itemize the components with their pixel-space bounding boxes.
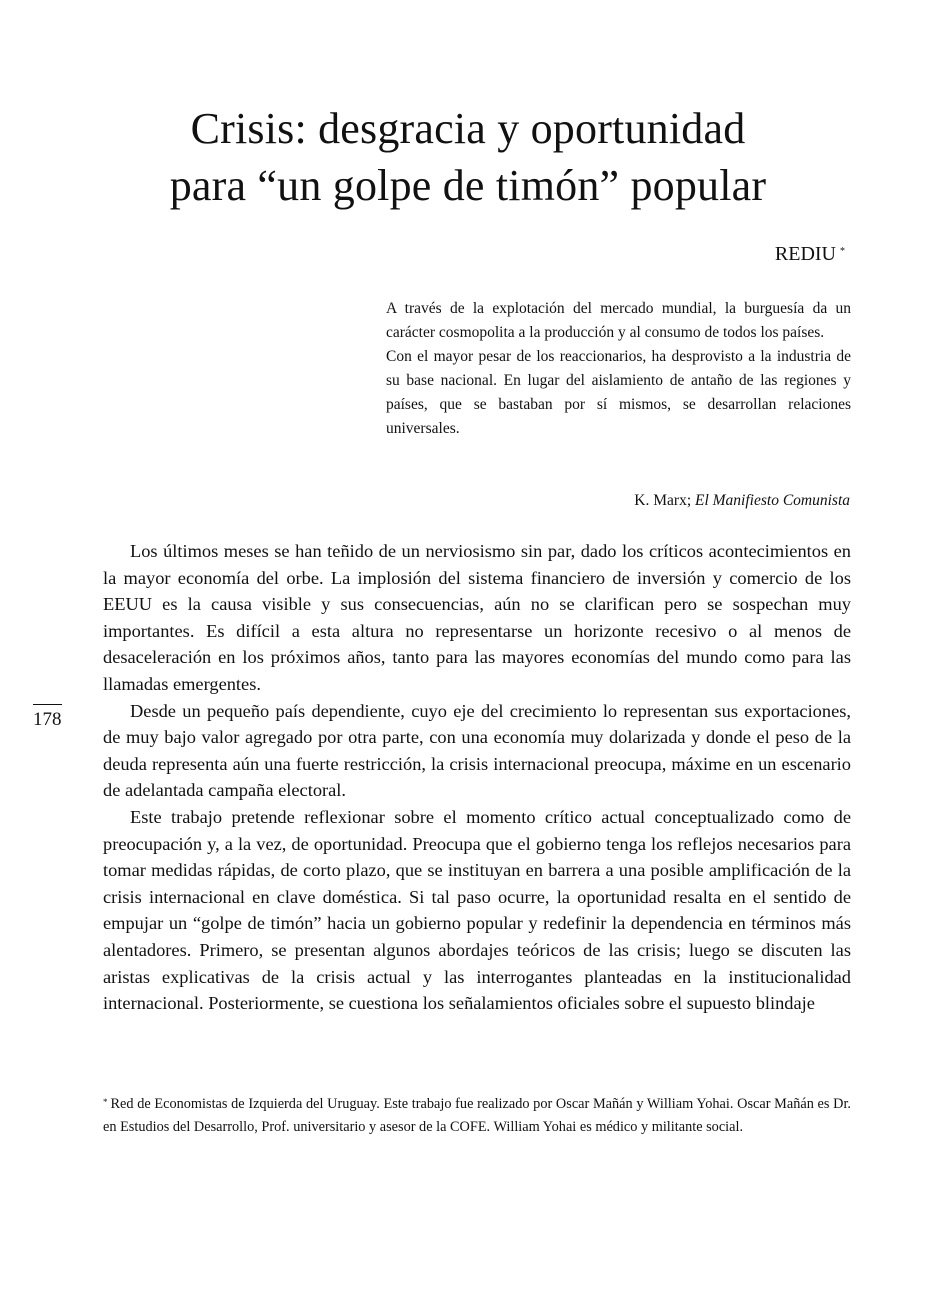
footnote xyxy=(103,1093,851,1139)
body-paragraph: Este trabajo pretende reflexionar sobre el momento crítico actual conceptualizado como de preocupación y, a la vez, de oportunidad. Preocupa que el gobierno tenga los reflejos necesarios para tomar medidas rápidas, de corto plazo, que se instituyan en barrera a una posible amplificación de la crisis internacional en clave doméstica. Si tal paso ocurre, la oportunidad resalta en el sentido de empujar un “golpe de timón” hacia un gobierno popular y redefinir la dependencia en términos más alentadores. Primero, se presentan algunos abordajes teóricos de las crisis; luego se discuten las aristas explicativas de la crisis actual y las interrogantes planteadas en la institucionalidad internacional. Posteriormente, se cuestiona los señalamientos oficiales sobre el supuesto blindaje xyxy=(103,806,851,1014)
article-author xyxy=(775,240,845,268)
epigraph-paragraph: Con el mayor pesar de los reaccionarios, ha desprovisto a la industria de su base nacional. En lugar del aislamiento de antaño de las regiones y países, que se bastaban por sí mismos, se desarrollan relaciones universales. xyxy=(386,348,851,437)
page-number: 178 xyxy=(33,704,62,733)
epigraph-paragraph: A través de la explotación del mercado mundial, la burguesía da un carácter cosmopolita a la producción y al consumo de todos los países. xyxy=(386,300,851,341)
author-footnote-mark: * xyxy=(840,246,845,257)
article-title-line-1: Crisis: desgracia y oportunidad xyxy=(190,104,746,153)
epigraph-quote xyxy=(386,297,851,441)
body-paragraph: Los últimos meses se han teñido de un nerviosismo sin par, dado los críticos acontecimientos en la mayor economía del orbe. La implosión del sistema financiero de inversión y comercio de los EEUU es la causa visible y sus consecuencias, aún no se clarifican pero se sospechan muy importantes. Es difícil a esta altura no representarse un horizonte recesivo o al menos de desaceleración en los próximos años, tanto para las mayores economías del mundo como para las llamadas emergentes. xyxy=(103,541,851,694)
author-name: REDIU xyxy=(774,243,836,265)
epigraph-source-work: El Manifiesto Comunista xyxy=(695,492,850,509)
body-paragraph: Desde un pequeño país dependiente, cuyo eje del crecimiento lo representan sus exportaciones, de muy bajo valor agregado por otra parte, con una economía muy dolarizada y donde el peso de la deuda representa aún una fuerte restricción, la crisis internacional preocupa, máxime en un escenario de adelantada campaña electoral. xyxy=(103,700,851,801)
epigraph-source-author: K. Marx; xyxy=(634,492,692,509)
article-title xyxy=(0,100,936,214)
article-title-line-2: para “un golpe de timón” popular xyxy=(169,161,767,210)
footnote-text: Red de Economistas de Izquierda del Uruguay. Este trabajo fue realizado por Oscar Mañán y William Yohai. Oscar Mañán es Dr. en Estudios del Desarrollo, Prof. universitario y asesor de la COFE. William Yohai es médico y militante social. xyxy=(103,1096,851,1135)
footnote-mark: * xyxy=(103,1097,108,1107)
epigraph-attribution xyxy=(634,489,850,513)
article-body xyxy=(103,538,851,1017)
